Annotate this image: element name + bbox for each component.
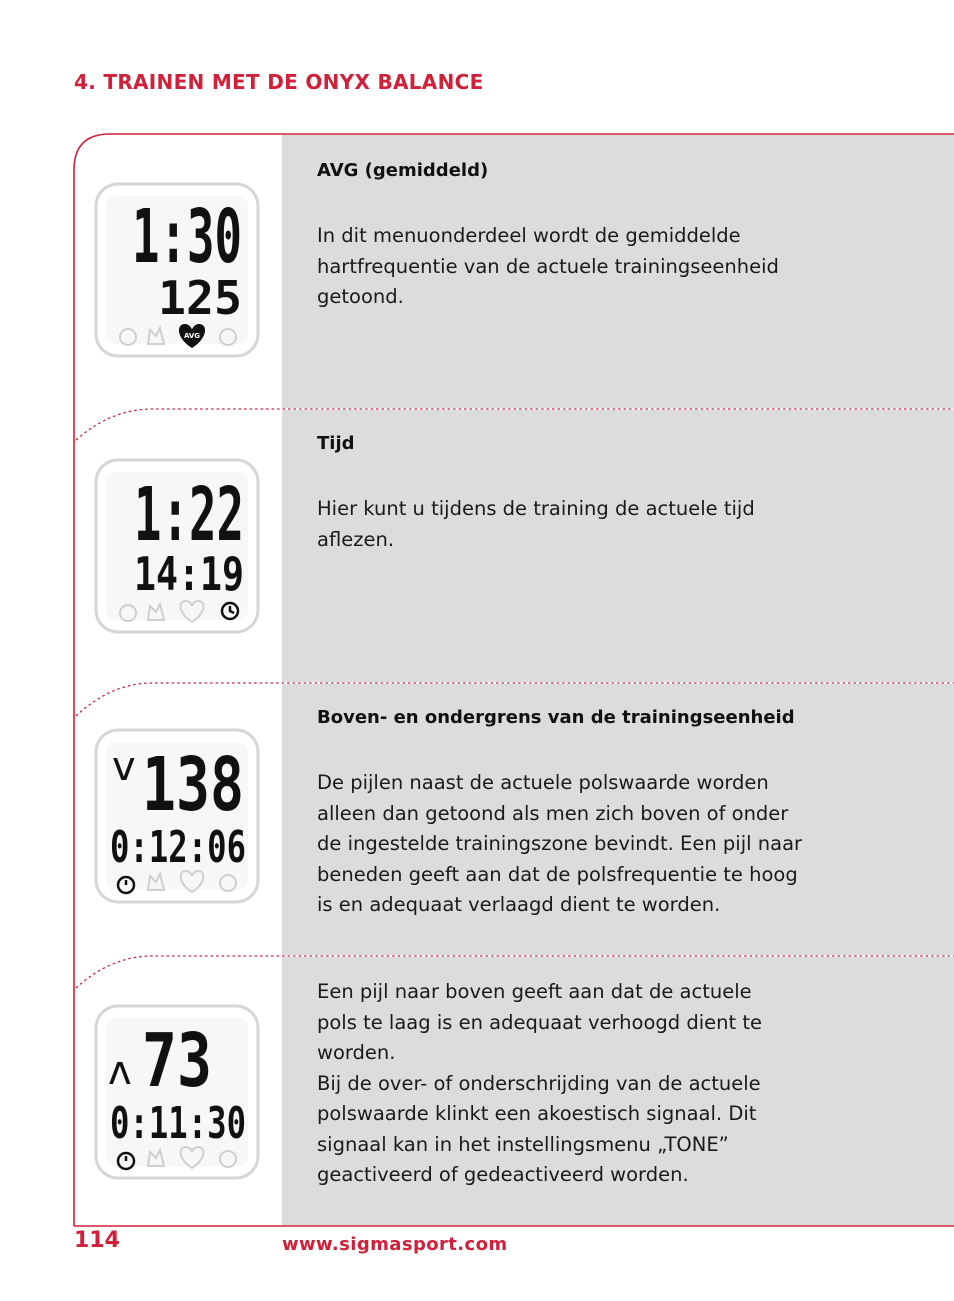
website-link[interactable]: www.sigmasport.com [282,1234,508,1255]
body-line: In dit menuonderdeel wordt de gemiddelde [317,224,741,247]
display-bottom-value: 125 [158,271,242,325]
display-top-value: 138 [142,742,244,828]
body-line: hartfrequentie van de actuele trainingseenheid [317,254,779,278]
body-line: pols te laag is en adequaat verhoogd dient te [317,1010,762,1034]
body-line: is en adequaat verlaagd dient te worden. [317,893,721,916]
arrow-down-indicator: v [112,744,136,790]
watch-display-time [94,458,260,634]
section-heading: Boven- en ondergrens van de trainingseenheid [317,707,795,728]
display-bottom-value: 0:11:30 [110,1098,246,1149]
body-line: aflezen. [317,527,395,551]
body-line: getoond. [317,285,404,308]
display-top-value: 73 [142,1018,212,1104]
page-number: 114 [74,1228,120,1253]
body-line: signaal kan in het instellingsmenu „TONE” [317,1132,729,1156]
section-title: 4. TRAINEN MET DE ONYX BALANCE [74,70,484,94]
watch-display-lower-limit [94,728,260,904]
arrow-up-indicator: ʌ [108,1048,132,1094]
body-line: Bij de over- of onderschrijding van de actuele [317,1071,761,1095]
section-avg [282,135,954,408]
body-line: De pijlen naast de actuele polswaarde worden [317,771,769,794]
body-line: Hier kunt u tijdens de training de actuele tijd [317,497,755,520]
body-line: Een pijl naar boven geeft aan dat de actuele [317,980,752,1003]
section-arrow-up [282,957,954,1225]
watch-display-upper-limit [94,1004,260,1180]
watch-display-avg [94,182,260,358]
display-bottom-value: 0:12:06 [110,822,246,873]
display-top-value: 1:22 [134,472,244,558]
display-top-value: 1:30 [132,194,242,280]
section-heading: Tijd [317,433,355,454]
body-line: polswaarde klinkt een akoestisch signaal. Dit [317,1102,757,1125]
body-line: worden. [317,1041,396,1064]
body-line: alleen dan getoond als men zich boven of onder [317,801,789,825]
section-limits [282,684,954,955]
body-line: beneden geeft aan dat de polsfrequentie te hoog [317,862,798,886]
display-bottom-value: 14:19 [134,547,244,601]
body-line: de ingestelde trainingszone bevindt. Een pijl naar [317,832,803,855]
section-heading: AVG (gemiddeld) [317,160,489,181]
section-tijd [282,410,954,682]
heart-label: AVG [183,332,201,340]
body-line: geactiveerd of gedeactiveerd worden. [317,1163,689,1186]
